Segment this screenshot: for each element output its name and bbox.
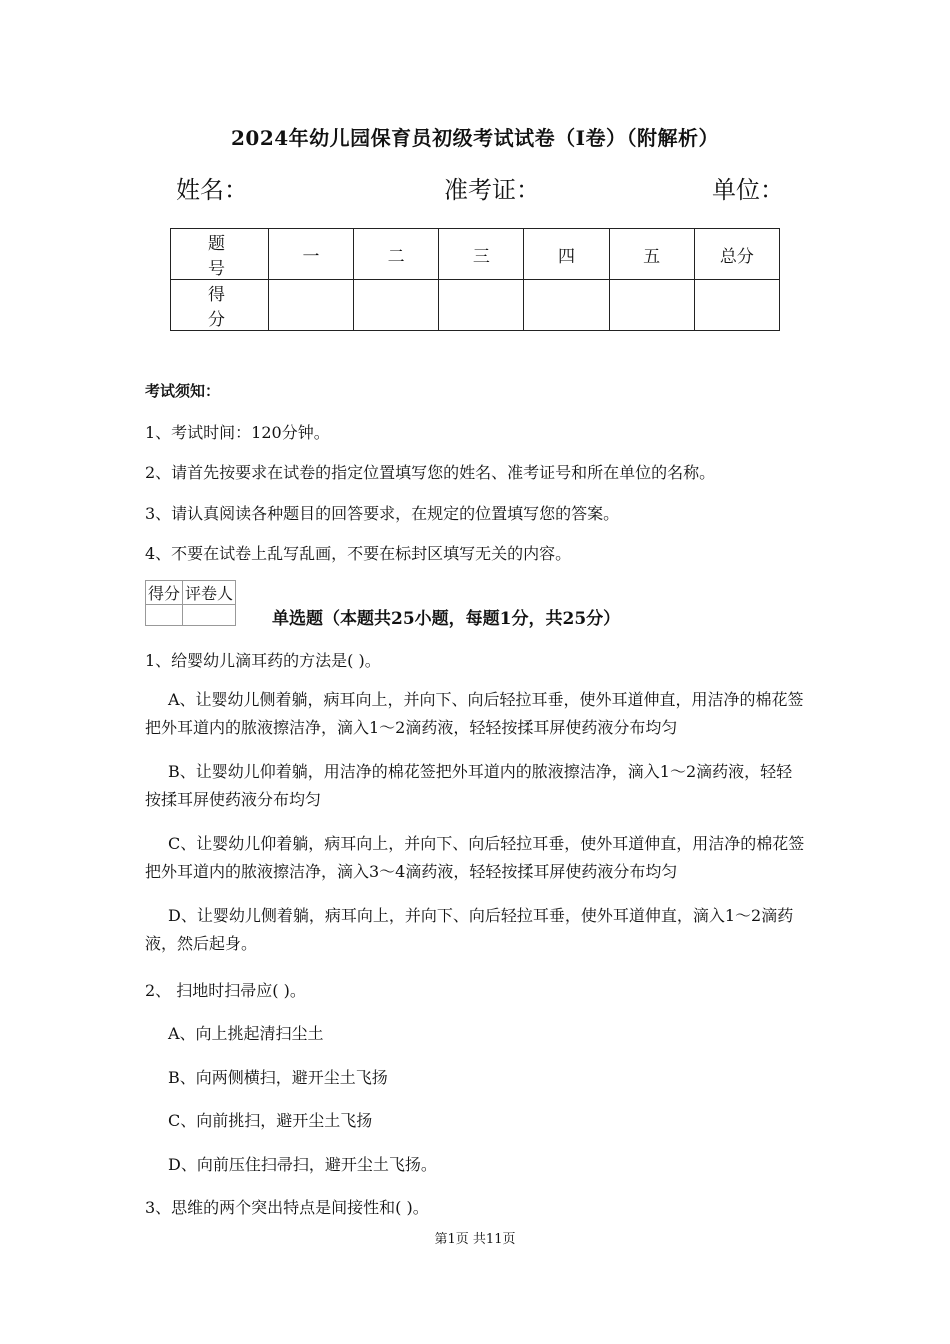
question-option: A、让婴幼儿侧着躺，病耳向上，并向下、向后轻拉耳垂，使外耳道伸直，用洁净的棉花签把外耳道内的脓液擦洁净，滴入1～2滴药液，轻轻按揉耳屏使药液分布均匀 bbox=[145, 690, 804, 737]
score-cell bbox=[524, 280, 609, 331]
score-cell bbox=[354, 280, 439, 331]
score-table-header-cell: 题 号 bbox=[171, 229, 269, 280]
question-option: D、让婴幼儿侧着躺，病耳向上，并向下、向后轻拉耳垂，使外耳道伸直，滴入1～2滴药液，然后起身。 bbox=[145, 906, 794, 953]
question-option: B、让婴幼儿仰着躺，用洁净的棉花签把外耳道内的脓液擦洁净，滴入1～2滴药液，轻轻按揉耳屏使药液分布均匀 bbox=[145, 762, 793, 809]
score-cell bbox=[268, 280, 353, 331]
section-title: 单选题（本题共25小题，每题1分，共25分） bbox=[272, 609, 621, 629]
question-stem: 1、给婴幼儿滴耳药的方法是( )。 bbox=[145, 651, 381, 670]
score-cell bbox=[609, 280, 694, 331]
score-cell bbox=[694, 280, 779, 331]
score-table-header-cell: 总分 bbox=[694, 229, 779, 280]
score-table-header-cell: 一 bbox=[268, 229, 353, 280]
exam-id-field-label: 准考证： bbox=[444, 176, 540, 204]
name-field-label: 姓名： bbox=[176, 176, 248, 204]
score-row-label: 得 分 bbox=[171, 280, 269, 331]
notice-item: 4、不要在试卷上乱写乱画，不要在标封区填写无关的内容。 bbox=[145, 544, 572, 563]
score-table bbox=[170, 228, 780, 331]
score-table-score-row bbox=[171, 280, 780, 331]
notice-item: 2、请首先按要求在试卷的指定位置填写您的姓名、准考证号和所在单位的名称。 bbox=[145, 463, 716, 482]
document-title: 2024年幼儿园保育员初级考试试卷（I卷）（附解析） bbox=[230, 126, 720, 150]
score-table-header-cell: 二 bbox=[354, 229, 439, 280]
grader-name-label: 评卷人 bbox=[183, 581, 236, 605]
score-table-header-cell: 四 bbox=[524, 229, 609, 280]
notice-heading: 考试须知： bbox=[145, 382, 221, 400]
question-option: C、向前挑扫，避开尘土飞扬 bbox=[168, 1111, 373, 1130]
question-stem: 2、 扫地时扫帚应( )。 bbox=[145, 981, 306, 1000]
score-cell bbox=[439, 280, 524, 331]
question-option: A、向上挑起清扫尘土 bbox=[168, 1024, 324, 1043]
question-stem: 3、思维的两个突出特点是间接性和( )。 bbox=[145, 1198, 429, 1217]
grader-score-label: 得分 bbox=[146, 581, 183, 605]
page-footer: 第1页 共11页 bbox=[434, 1232, 516, 1247]
notice-item: 1、考试时间：120分钟。 bbox=[145, 423, 330, 442]
grader-name-cell bbox=[183, 605, 236, 626]
grader-box bbox=[145, 580, 236, 626]
question-option: C、让婴幼儿仰着躺，病耳向上，并向下、向后轻拉耳垂，使外耳道伸直，用洁净的棉花签把外耳道内的脓液擦洁净，滴入3～4滴药液，轻轻按揉耳屏使药液分布均匀 bbox=[145, 834, 805, 881]
score-table-header-row bbox=[171, 229, 780, 280]
question-option: B、向两侧横扫，避开尘土飞扬 bbox=[168, 1068, 388, 1087]
score-table-header-cell: 五 bbox=[609, 229, 694, 280]
question-option: D、向前压住扫帚扫，避开尘土飞扬。 bbox=[168, 1155, 437, 1174]
score-table-header-cell: 三 bbox=[439, 229, 524, 280]
grader-score-cell bbox=[146, 605, 183, 626]
notice-item: 3、请认真阅读各种题目的回答要求，在规定的位置填写您的答案。 bbox=[145, 504, 620, 523]
unit-field-label: 单位： bbox=[712, 176, 784, 204]
